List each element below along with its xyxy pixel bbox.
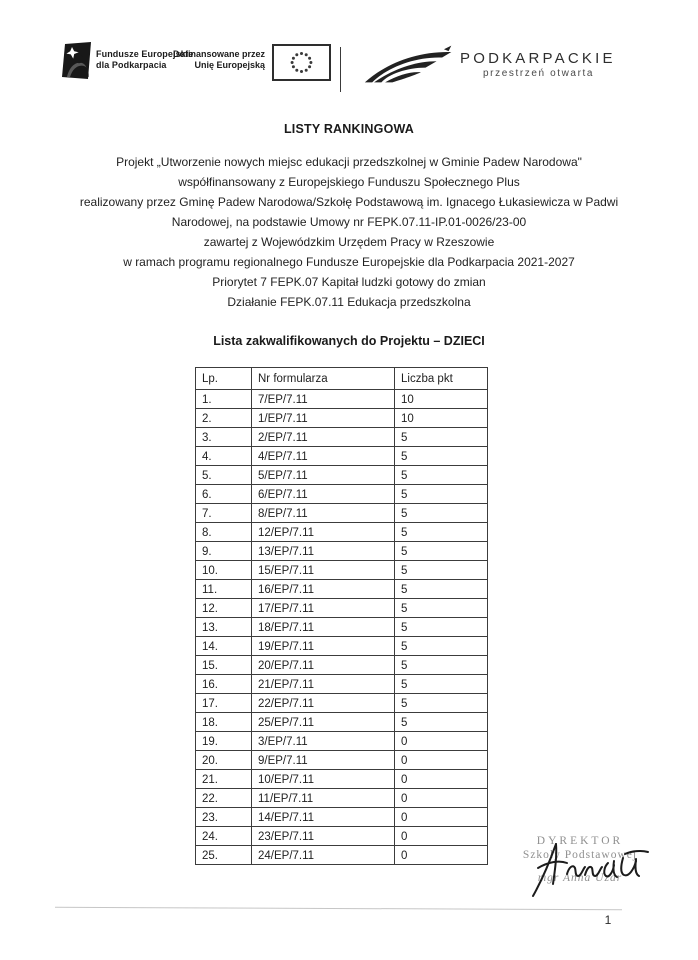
table-cell: 2/EP/7.11: [252, 428, 395, 447]
podkarpackie-wordmark: PODKARPACKIE: [460, 50, 616, 67]
table-cell: 3.: [196, 428, 252, 447]
intro-line: Narodowej, na podstawie Umowy nr FEPK.07.11-IP.01-0026/23-00: [171, 215, 527, 229]
table-cell: 18.: [196, 713, 252, 732]
table-cell: 4/EP/7.11: [252, 447, 395, 466]
intro-line: zawartej z Wojewódzkim Urzędem Pracy w Rzeszowie: [203, 235, 495, 249]
table-head: [196, 368, 488, 390]
table-row: [196, 675, 488, 694]
table-cell: 22/EP/7.11: [252, 694, 395, 713]
ranking-table: [195, 367, 488, 865]
table-cell: 0: [395, 808, 488, 827]
table-cell: 16/EP/7.11: [252, 580, 395, 599]
podkarpackie-swoosh-icon: [363, 43, 455, 85]
document-title: LISTY RANKINGOWA: [283, 122, 415, 136]
table-cell: 19/EP/7.11: [252, 637, 395, 656]
table-cell: 11/EP/7.11: [252, 789, 395, 808]
table-cell: 5: [395, 713, 488, 732]
table-cell: 5: [395, 466, 488, 485]
table-row: [196, 751, 488, 770]
table-cell: 8.: [196, 523, 252, 542]
table-cell: 2.: [196, 409, 252, 428]
eu-label-line1: Dofinansowane przez: [172, 49, 265, 59]
table-row: [196, 580, 488, 599]
podkarpackie-tagline: przestrzeń otwarta: [483, 68, 595, 79]
table-cell: 12/EP/7.11: [252, 523, 395, 542]
list-title: Lista zakwalifikowanych do Projektu – DZIECI: [213, 334, 485, 348]
table-cell: 1.: [196, 390, 252, 409]
table-row: [196, 561, 488, 580]
table-cell: 6.: [196, 485, 252, 504]
table-row: [196, 504, 488, 523]
table-row: [196, 846, 488, 865]
table-cell: 5: [395, 675, 488, 694]
table-cell: 23.: [196, 808, 252, 827]
table-header-row: [196, 368, 488, 390]
table-row: [196, 523, 488, 542]
table-body: [196, 390, 488, 865]
table-row: [196, 637, 488, 656]
intro-line: współfinansowany z Europejskiego Funduszu Społecznego Plus: [178, 175, 520, 189]
table-row: [196, 789, 488, 808]
table-cell: 5: [395, 523, 488, 542]
table-row: [196, 466, 488, 485]
table-cell: 19.: [196, 732, 252, 751]
table-cell: 24/EP/7.11: [252, 846, 395, 865]
table-cell: 0: [395, 789, 488, 808]
column-header: Lp.: [196, 368, 252, 390]
table-cell: 0: [395, 732, 488, 751]
table-cell: 5: [395, 580, 488, 599]
handwritten-signature: [522, 838, 652, 902]
table-cell: 20/EP/7.11: [252, 656, 395, 675]
table-row: [196, 447, 488, 466]
table-cell: 5: [395, 504, 488, 523]
table-cell: 0: [395, 827, 488, 846]
table-cell: 18/EP/7.11: [252, 618, 395, 637]
footer-rule: [55, 907, 622, 910]
table-cell: 17/EP/7.11: [252, 599, 395, 618]
signature-block: [500, 832, 660, 907]
intro-line: Priorytet 7 FEPK.07 Kapitał ludzki gotowy do zmian: [212, 275, 486, 289]
intro-paragraph: [30, 152, 668, 312]
table-cell: 23/EP/7.11: [252, 827, 395, 846]
table-row: [196, 656, 488, 675]
table-cell: 5/EP/7.11: [252, 466, 395, 485]
table-row: [196, 713, 488, 732]
table-cell: 1/EP/7.11: [252, 409, 395, 428]
table-row: [196, 618, 488, 637]
column-header: Liczba pkt: [395, 368, 488, 390]
table-cell: 17.: [196, 694, 252, 713]
table-cell: 3/EP/7.11: [252, 732, 395, 751]
intro-line: Działanie FEPK.07.11 Edukacja przedszkolna: [227, 295, 471, 309]
table-row: [196, 390, 488, 409]
table-row: [196, 732, 488, 751]
eu-flag-icon: [272, 44, 331, 81]
table-cell: 16.: [196, 675, 252, 694]
table-cell: 12.: [196, 599, 252, 618]
signature-role: DYREKTOR: [536, 835, 624, 847]
table-cell: 5: [395, 561, 488, 580]
fundusze-europejskie-flag-icon: [62, 42, 91, 79]
header-logo-strip: [0, 38, 698, 98]
table-cell: 10.: [196, 561, 252, 580]
intro-line: realizowany przez Gminę Padew Narodowa/Szkołę Podstawową im. Ignacego Łukasiewicza w Padwi: [79, 195, 619, 209]
table-cell: 15.: [196, 656, 252, 675]
table-cell: 8/EP/7.11: [252, 504, 395, 523]
table-cell: 14.: [196, 637, 252, 656]
table-cell: 21/EP/7.11: [252, 675, 395, 694]
page-number: 1: [604, 913, 612, 927]
table-cell: 25.: [196, 846, 252, 865]
table-cell: 10: [395, 409, 488, 428]
table-cell: 7.: [196, 504, 252, 523]
table-cell: 11.: [196, 580, 252, 599]
table-cell: 10: [395, 390, 488, 409]
table-cell: 14/EP/7.11: [252, 808, 395, 827]
table-row: [196, 827, 488, 846]
table-row: [196, 770, 488, 789]
table-cell: 0: [395, 846, 488, 865]
table-cell: 15/EP/7.11: [252, 561, 395, 580]
column-header: Nr formularza: [252, 368, 395, 390]
fe-label-line2: dla Podkarpacia: [96, 60, 167, 70]
table-cell: 5: [395, 599, 488, 618]
table-cell: 9.: [196, 542, 252, 561]
table-row: [196, 542, 488, 561]
table-cell: 13.: [196, 618, 252, 637]
table-cell: 5: [395, 618, 488, 637]
fe-label-line1: Fundusze Europejskie: [96, 49, 194, 59]
table-row: [196, 485, 488, 504]
table-cell: 5: [395, 485, 488, 504]
table-cell: 5.: [196, 466, 252, 485]
table-cell: 5: [395, 637, 488, 656]
table-cell: 5: [395, 694, 488, 713]
signature-organization: Szkoły Podstawowej: [522, 849, 638, 861]
table-row: [196, 808, 488, 827]
table-cell: 10/EP/7.11: [252, 770, 395, 789]
eu-label-line2: Unię Europejską: [194, 60, 265, 70]
table-cell: 24.: [196, 827, 252, 846]
table-cell: 20.: [196, 751, 252, 770]
logo-divider: [340, 47, 341, 92]
intro-line: w ramach programu regionalnego Fundusze Europejskie dla Podkarpacia 2021-2027: [123, 255, 575, 269]
table-row: [196, 599, 488, 618]
table-cell: 9/EP/7.11: [252, 751, 395, 770]
table-cell: 5: [395, 428, 488, 447]
table-cell: 5: [395, 656, 488, 675]
intro-line: Projekt „Utworzenie nowych miejsc edukacji przedszkolnej w Gminie Padew Narodowa": [116, 155, 582, 169]
table-row: [196, 409, 488, 428]
eu-funding-label: [150, 49, 265, 71]
table-cell: 4.: [196, 447, 252, 466]
table-cell: 22.: [196, 789, 252, 808]
table-cell: 5: [395, 542, 488, 561]
table-cell: 13/EP/7.11: [252, 542, 395, 561]
table-cell: 5: [395, 447, 488, 466]
table-cell: 7/EP/7.11: [252, 390, 395, 409]
table-row: [196, 428, 488, 447]
table-cell: 6/EP/7.11: [252, 485, 395, 504]
table-cell: 25/EP/7.11: [252, 713, 395, 732]
signature-name: mgr Anna Uzar: [537, 872, 623, 884]
table-row: [196, 694, 488, 713]
table-cell: 0: [395, 751, 488, 770]
table-cell: 21.: [196, 770, 252, 789]
table-cell: 0: [395, 770, 488, 789]
